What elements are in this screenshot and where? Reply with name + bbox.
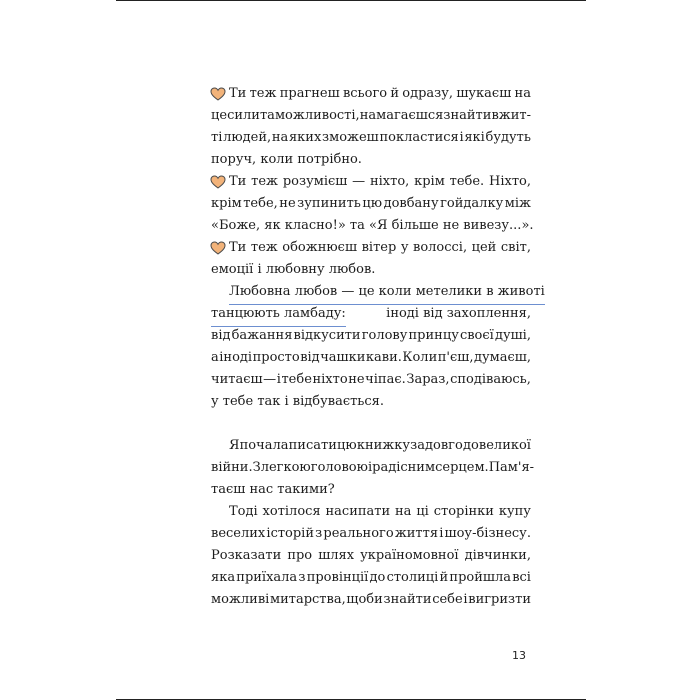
paragraph-line: таєш нас такими? [211,482,335,497]
paragraph-line: Тоді хотілося насипати на ці сторінки купу [229,504,531,519]
page-body [211,83,545,611]
heart-icon [210,241,226,255]
paragraph-line: яка приїхала з провінції до столиці й пройшла всі [211,570,531,585]
text-line [211,501,531,523]
paragraph-gap [211,413,531,435]
text-line [211,567,531,589]
text-line [211,347,531,369]
heart-icon [210,87,226,101]
text-line [211,369,531,391]
text-line [211,171,531,193]
paragraph-line: «Боже, як класно!» та «Я більше не вивезу...». [211,218,534,233]
underlined-phrase: Любовна любов — це коли метелики в животі [229,281,545,305]
paragraph-line: можливі митарства, щоби знайти себе і вигризти [211,592,531,607]
paragraph-line: Ти теж розумієш — ніхто, крім тебе. Ніхто, [229,174,531,189]
text-line [211,281,545,303]
paragraph-line: читаєш — і тебе ніхто не чіпає. Зараз, сподіваюсь, [211,372,531,387]
text-line [211,457,535,479]
paragraph-line: а іноді просто від чашки кави. Коли п'єш, думаєш, [211,350,531,365]
paragraph-line: війни. З легкою головою і радісним серцем. Пам'я- [211,460,535,475]
text-line [211,435,531,457]
text-line [211,215,534,237]
text-line [211,589,531,611]
paragraph-line: Розказати про шлях україномовної дівчинки, [211,548,531,563]
paragraph-line: Ти теж прагнеш всього й одразу, шукаєш на [229,86,531,101]
text-line [211,127,531,149]
paragraph-line: веселих історій з реального життя і шоу-бізнесу. [211,526,531,541]
paragraph-line: іноді від захоплення, [386,306,531,321]
heart-icon [210,175,226,189]
text-line [211,391,531,413]
text-line [211,237,531,259]
paragraph-line: Ти теж обожнюєш вітер у волоссі, цей світ, [229,240,531,255]
paragraph-line: від бажання відкусити голову принцу своєї душі, [211,328,531,343]
text-line [211,259,531,281]
paragraph-line: ті людей, на яких зможеш покластися і які будуть [211,130,531,145]
text-line [211,149,531,171]
text-line [211,479,531,501]
paragraph-line: це сили та можливості, намагаєшся знайти в жит- [211,108,531,123]
text-line [211,193,531,215]
page-number: 13 [512,649,526,662]
paragraph-line: поруч, коли потрібно. [211,152,362,167]
text-line [211,83,531,105]
paragraph-line: емоції і любовну любов. [211,262,376,277]
paragraph-line: крім тебе, не зупинить цю довбану гойдалку між [211,196,531,211]
text-line [211,545,531,567]
paragraph-line: у тебе так і відбувається. [211,394,384,409]
paragraph-line: Я почала писати цю книжку задовго до великої [229,438,531,453]
top-rule [116,0,586,1]
text-line [211,303,531,325]
text-line [211,523,531,545]
text-line [211,325,531,347]
underlined-phrase: танцюють ламбаду: [211,303,346,327]
text-line [211,105,531,127]
